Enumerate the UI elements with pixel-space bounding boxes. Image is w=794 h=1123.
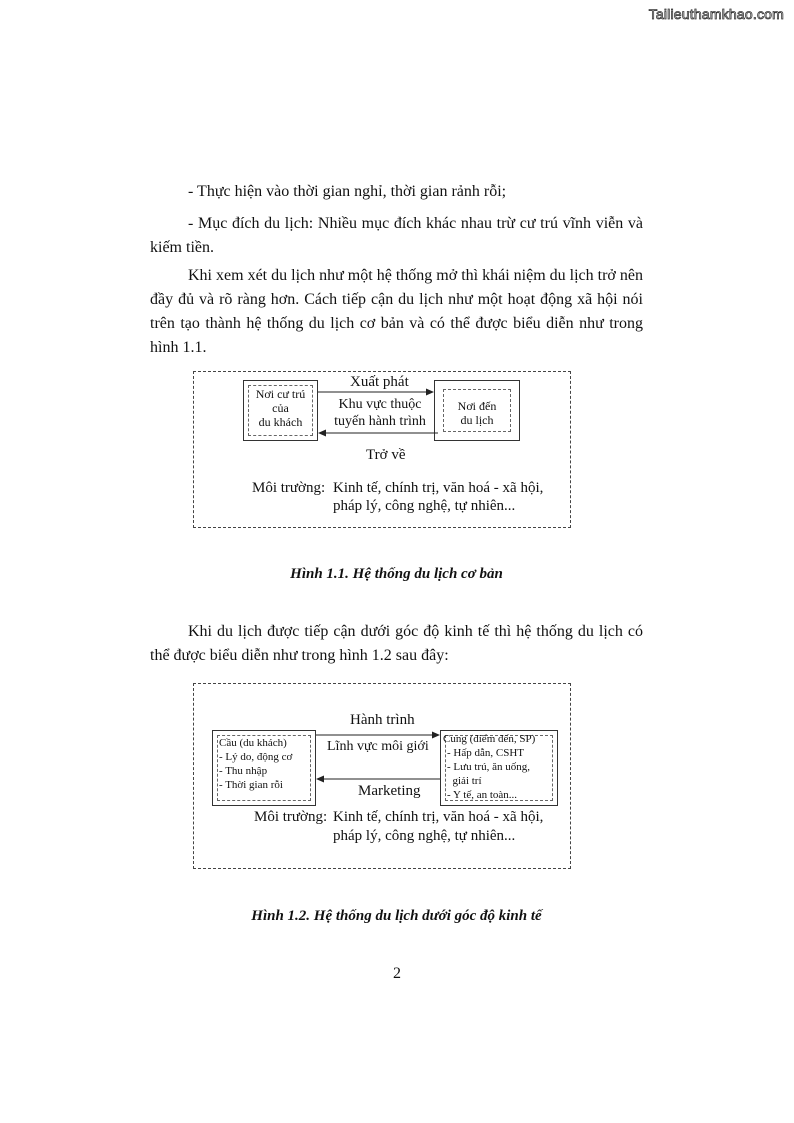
figure-2-diagram (193, 683, 571, 869)
supply-line-4: giải trí (447, 775, 482, 787)
outbound-arrowhead (426, 389, 434, 396)
paragraph-4: Khi du lịch được tiếp cận dưới góc độ kinh tế thì hệ thống du lịch có thể được biểu diễn như trong hình 1.2 sau đây: (150, 623, 643, 664)
marketing-label: Marketing (358, 783, 421, 799)
journey-arrowhead (432, 732, 440, 739)
paragraph-2: - Mục đích du lịch: Nhiều mục đích khác nhau trừ cư trú vĩnh viễn và kiếm tiền. (150, 215, 643, 256)
outbound-label: Xuất phát (350, 374, 409, 390)
environment-label: Môi trường: (252, 480, 326, 496)
demand-line-4: - Thời gian rỗi (219, 779, 283, 791)
supply-line-5: - Y tế, an toàn... (447, 789, 518, 801)
environment-line-2: pháp lý, công nghệ, tự nhiên... (333, 498, 516, 514)
return-arrowhead (318, 430, 326, 437)
demand-line-2: - Lý do, động cơ (219, 751, 293, 763)
supply-line-3: - Lưu trú, ăn uống, (447, 761, 530, 773)
paragraph-3: Khi xem xét du lịch như một hệ thống mở thì khái niệm du lịch trở nên đầy đủ và rõ ràng hơn. Cách tiếp cận du lịch như một hoạt động xã hội nói trên tạo thành hệ thống du lịch cơ bản và có thể được biểu diễn như trong hình 1.1. (150, 267, 643, 356)
supply-line-2: - Hấp dẫn, CSHT (447, 747, 524, 759)
origin-line-3: du khách (258, 415, 303, 429)
origin-line-2: của (272, 401, 289, 415)
page-number: 2 (393, 965, 401, 982)
demand-line-1: Cầu (du khách) (219, 737, 287, 749)
return-label: Trở về (366, 447, 406, 463)
transit-line-1: Khu vực thuộc (326, 397, 434, 413)
environment-line-1-fig2: Kinh tế, chính trị, văn hoá - xã hội, (333, 809, 544, 825)
figure-1-caption: Hình 1.1. Hệ thống du lịch cơ bản (290, 566, 503, 582)
brokerage-label: Lĩnh vực môi giới (327, 739, 429, 754)
supply-line-1: Cung (điểm đến, SP) (443, 733, 536, 745)
destination-line-1: Nơi đến (457, 399, 497, 413)
origin-line-1: Nơi cư trú (255, 387, 306, 401)
marketing-arrowhead (316, 776, 324, 783)
paragraph-1: - Thực hiện vào thời gian nghỉ, thời gian rảnh rỗi; (188, 183, 507, 200)
environment-line-2-fig2: pháp lý, công nghệ, tự nhiên... (333, 828, 516, 844)
figure-2-caption: Hình 1.2. Hệ thống du lịch dưới góc độ kinh tế (251, 908, 542, 924)
figure-1-diagram (193, 371, 571, 528)
watermark-text: Tailieuthamkhao.com (648, 6, 784, 22)
environment-label-2: Môi trường: (254, 809, 328, 825)
environment-line-1: Kinh tế, chính trị, văn hoá - xã hội, (333, 480, 544, 496)
journey-label: Hành trình (350, 712, 415, 728)
demand-line-3: - Thu nhập (219, 765, 268, 777)
destination-line-2: du lịch (460, 413, 494, 427)
transit-line-2: tuyến hành trình (334, 414, 426, 429)
